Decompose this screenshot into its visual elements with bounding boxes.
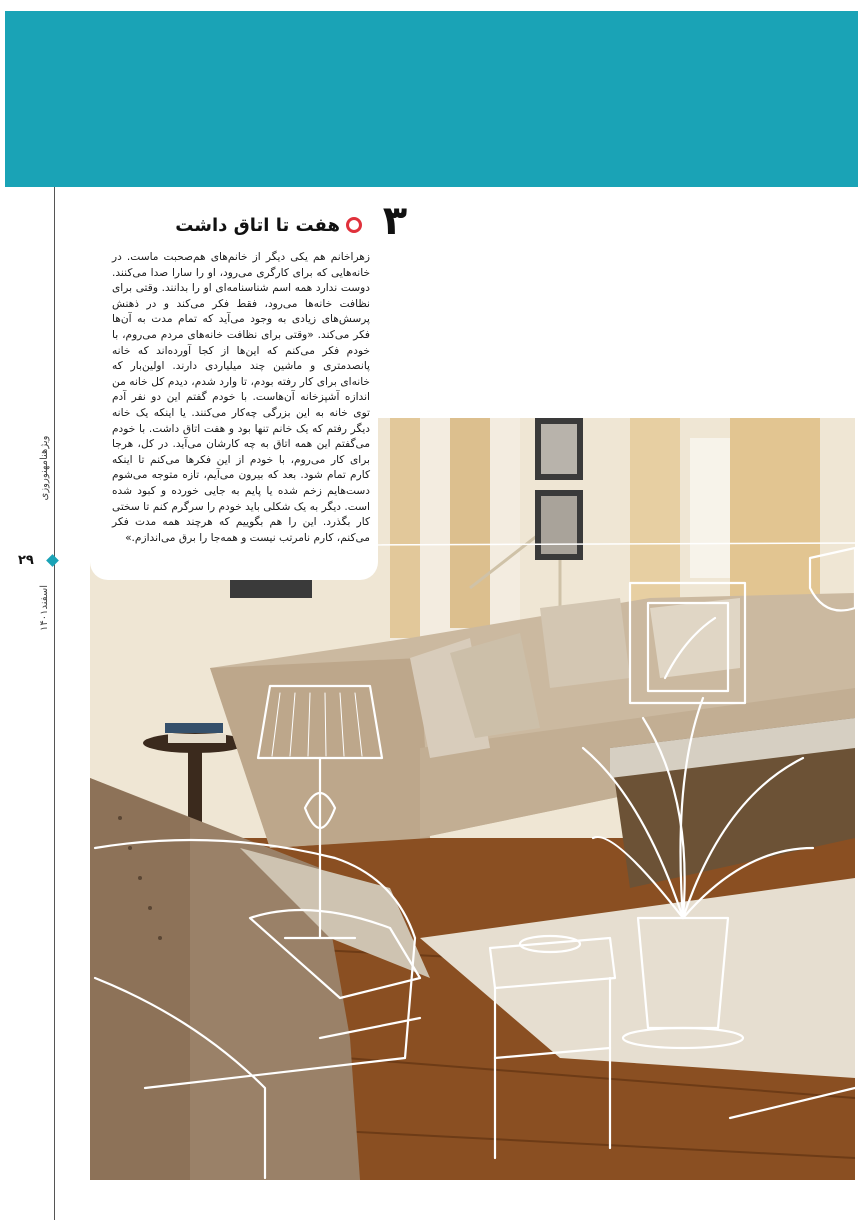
date-label: اسفند۱۴۰۱ [39,585,50,631]
article-title: هفت تا اتاق داشت [175,214,340,236]
title-bullet-icon [346,217,362,233]
magazine-label: ویژهنامهنوروزی [39,435,50,501]
article-title-row [175,212,362,238]
article-number: ۳ [382,198,408,244]
margin-rule [54,187,55,1220]
article-body [112,250,370,546]
article-paragraph: زهراخانم هم یکی دیگر از خانم‌های هم‌صحبت ماست. در خانه‌هایی که برای کارگری می‌رود، او را سارا صدا می‌کنند. دوست ندارد همه اسم شناسنامه‌ای او را بدانند. وقتی برای نظافت خانه‌ها می‌رود، فقط فکر می‌کند و در ذهنش پرسش‌های زیادی به وجود می‌آید که تمام مدت به آن‌ها فکر می‌کند. «وقتی برای نظافت خانه‌های مردم می‌روم، با خودم فکر می‌کنم که این‌ها از کجا آورده‌اند که خانه پانصدمتری و ماشین چند میلیاردی دارند. اولین‌بار که خانه‌ای برای کار رفته بودم، تا وارد شدم، دیدم کل خانه من اندازه آشپزخانه آن‌هاست. با خودم گفتم این دو نفر آدم توی خانه به این بزرگی چه‌کار می‌کنند. یا اینکه یک خانه دیگر رفتم که یک خانم تنها بود و هفت اتاق داشت. با خودم می‌گفتم این همه اتاق به چه کارشان می‌آید. در کل، هرجا برای کار می‌روم، با خودم از این فکرها می‌کنم تا اینکه کارم تمام شود. بعد که بیرون می‌آیم، تازه متوجه می‌شوم دست‌هایم زخم شده یا پایم به جایی خورده و کبود شده است. دیگر به یک شکلی باید خودم را سرگرم کنم تا سختی کار بگذرد. این را هم بگوییم که هرچند همه مدت فکر می‌کنم، کارم نامرتب نیست و همه‌جا را برق می‌اندازم.» [112,251,370,544]
page-number: ۲۹ [18,553,34,568]
article-number-badge [365,192,425,250]
header-color-band [5,11,858,187]
